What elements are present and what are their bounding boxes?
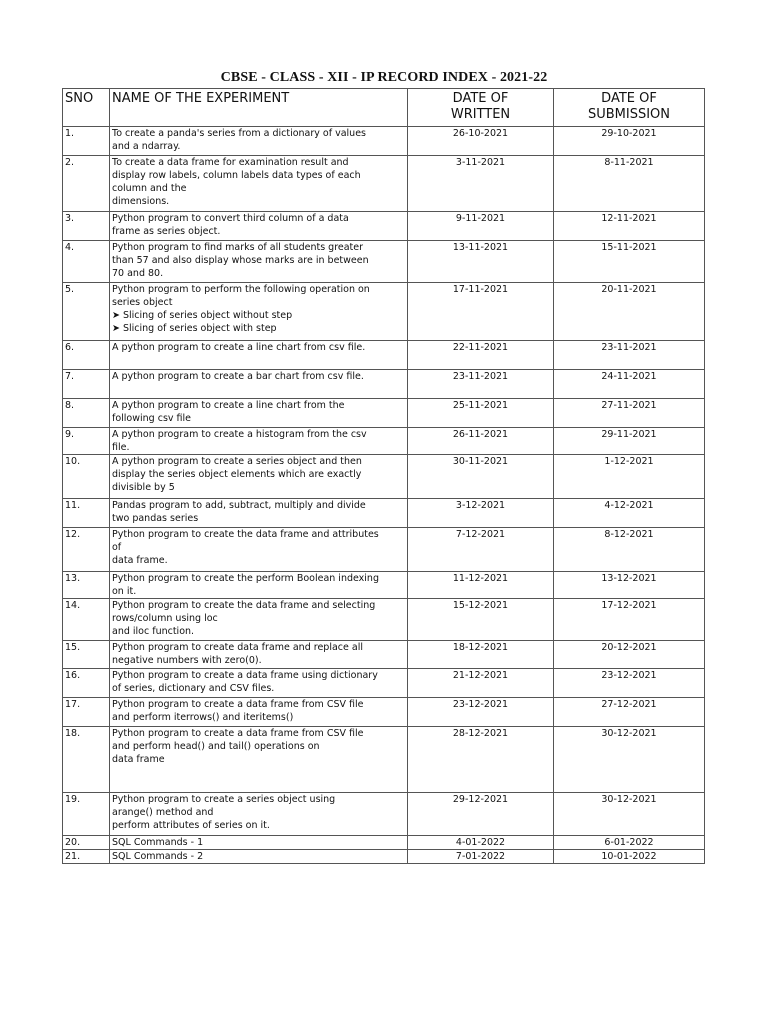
table-row — [63, 127, 705, 156]
experiment-name-line: and a ndarray. — [112, 141, 181, 152]
row-date-written: 7-01-2022 — [408, 850, 554, 864]
row-date-written: 28-12-2021 — [408, 727, 554, 793]
table-row — [63, 428, 705, 455]
row-date-written: 7-12-2021 — [408, 528, 554, 572]
header-name: NAME OF THE EXPERIMENT — [110, 89, 408, 127]
table-row — [63, 836, 705, 850]
row-date-submission: 15-11-2021 — [554, 241, 705, 283]
row-experiment-name — [110, 370, 408, 399]
experiment-name-line: Python program to create a data frame from CSV file — [112, 699, 364, 710]
row-date-written: 17-11-2021 — [408, 283, 554, 341]
experiment-name-line: and iloc function. — [112, 626, 195, 637]
table-row — [63, 641, 705, 669]
table-row — [63, 669, 705, 698]
experiment-name-line: Python program to find marks of all students greater — [112, 242, 364, 253]
header-date-submission-line2: SUBMISSION — [587, 107, 671, 122]
row-date-submission: 13-12-2021 — [554, 572, 705, 599]
header-date-written — [408, 89, 554, 127]
experiment-name-line: Python program to create a series object using — [112, 794, 336, 805]
row-experiment-name — [110, 572, 408, 599]
row-sno: 10. — [63, 455, 110, 499]
table-row — [63, 793, 705, 836]
row-experiment-name — [110, 241, 408, 283]
experiment-name-line: SQL Commands - 2 — [112, 851, 204, 862]
row-sno: 7. — [63, 370, 110, 399]
row-date-written: 18-12-2021 — [408, 641, 554, 669]
experiment-name-line: data frame — [112, 754, 165, 765]
experiment-name-line: of — [112, 542, 122, 553]
row-experiment-name — [110, 599, 408, 641]
row-date-submission: 6-01-2022 — [554, 836, 705, 850]
row-date-written: 3-12-2021 — [408, 499, 554, 528]
row-date-submission: 27-11-2021 — [554, 399, 705, 428]
experiment-name-line: divisible by 5 — [112, 482, 175, 493]
experiment-name-line: Python program to create the data frame and attributes — [112, 529, 379, 540]
experiment-name-line: rows/column using loc — [112, 613, 218, 624]
row-date-written: 3-11-2021 — [408, 156, 554, 212]
experiment-name-line: A python program to create a line chart from the — [112, 400, 345, 411]
row-date-submission: 23-12-2021 — [554, 669, 705, 698]
row-date-submission: 30-12-2021 — [554, 793, 705, 836]
row-date-written: 4-01-2022 — [408, 836, 554, 850]
table-row — [63, 850, 705, 864]
experiment-name-line: Python program to convert third column of a data — [112, 213, 349, 224]
table-row — [63, 156, 705, 212]
row-date-submission: 8-11-2021 — [554, 156, 705, 212]
table-row — [63, 727, 705, 793]
table-row — [63, 341, 705, 370]
row-experiment-name — [110, 793, 408, 836]
experiment-name-line — [112, 383, 405, 396]
row-sno: 16. — [63, 669, 110, 698]
table-row — [63, 283, 705, 341]
experiment-name-line: Pandas program to add, subtract, multiply and divide — [112, 500, 366, 511]
row-experiment-name — [110, 127, 408, 156]
row-sno: 9. — [63, 428, 110, 455]
experiment-name-line: frame as series object. — [112, 226, 221, 237]
experiment-name-line — [112, 766, 405, 779]
row-date-submission: 24-11-2021 — [554, 370, 705, 399]
experiment-name-line: Python program to perform the following operation on — [112, 284, 370, 295]
row-sno: 19. — [63, 793, 110, 836]
row-date-written: 15-12-2021 — [408, 599, 554, 641]
row-date-submission: 20-11-2021 — [554, 283, 705, 341]
experiment-name-line: ➤ Slicing of series object with step — [112, 323, 277, 334]
row-sno: 8. — [63, 399, 110, 428]
row-sno: 5. — [63, 283, 110, 341]
table-row — [63, 370, 705, 399]
experiment-name-line: 70 and 80. — [112, 268, 164, 279]
experiment-name-line: than 57 and also display whose marks are in between — [112, 255, 369, 266]
table-row — [63, 499, 705, 528]
experiment-name-line: SQL Commands - 1 — [112, 837, 204, 848]
experiment-name-line: To create a data frame for examination result and — [112, 157, 349, 168]
experiment-name-line: file. — [112, 442, 130, 453]
row-sno: 20. — [63, 836, 110, 850]
experiment-name-line: arange() method and — [112, 807, 214, 818]
experiment-name-line: following csv file — [112, 413, 192, 424]
row-experiment-name — [110, 850, 408, 864]
row-date-submission: 29-10-2021 — [554, 127, 705, 156]
experiment-name-line: of series, dictionary and CSV files. — [112, 683, 275, 694]
row-date-written: 30-11-2021 — [408, 455, 554, 499]
row-date-submission: 8-12-2021 — [554, 528, 705, 572]
table-row — [63, 572, 705, 599]
experiment-name-line: series object — [112, 297, 173, 308]
row-experiment-name — [110, 641, 408, 669]
experiment-name-line: perform attributes of series on it. — [112, 820, 270, 831]
row-date-written: 21-12-2021 — [408, 669, 554, 698]
table-row — [63, 212, 705, 241]
row-date-submission: 27-12-2021 — [554, 698, 705, 727]
row-sno: 14. — [63, 599, 110, 641]
row-experiment-name — [110, 428, 408, 455]
row-sno: 6. — [63, 341, 110, 370]
row-date-submission: 10-01-2022 — [554, 850, 705, 864]
row-date-written: 23-11-2021 — [408, 370, 554, 399]
experiment-name-line — [112, 354, 405, 367]
experiment-name-line — [112, 779, 405, 792]
header-date-submission — [554, 89, 705, 127]
row-date-written: 13-11-2021 — [408, 241, 554, 283]
experiment-name-line: Python program to create data frame and replace all — [112, 642, 363, 653]
experiment-name-line: two pandas series — [112, 513, 199, 524]
experiment-name-line: data frame. — [112, 555, 168, 566]
row-sno: 1. — [63, 127, 110, 156]
experiment-name-line: A python program to create a line chart from csv file. — [112, 342, 366, 353]
row-experiment-name — [110, 341, 408, 370]
header-date-written-line1: DATE OF — [452, 91, 509, 106]
experiment-name-line: column and the — [112, 183, 187, 194]
row-date-submission: 30-12-2021 — [554, 727, 705, 793]
row-date-written: 23-12-2021 — [408, 698, 554, 727]
header-row — [63, 89, 705, 127]
row-date-written: 22-11-2021 — [408, 341, 554, 370]
row-experiment-name — [110, 156, 408, 212]
experiment-name-line: and perform iterrows() and iteritems() — [112, 712, 294, 723]
row-date-written: 29-12-2021 — [408, 793, 554, 836]
row-date-submission: 17-12-2021 — [554, 599, 705, 641]
row-date-written: 26-11-2021 — [408, 428, 554, 455]
row-experiment-name — [110, 499, 408, 528]
row-experiment-name — [110, 399, 408, 428]
experiment-name-line: Python program to create a data frame from CSV file — [112, 728, 364, 739]
experiment-name-line: on it. — [112, 586, 137, 597]
table-row — [63, 455, 705, 499]
row-experiment-name — [110, 669, 408, 698]
experiment-name-line: Python program to create the data frame and selecting — [112, 600, 376, 611]
experiment-name-line: display row labels, column labels data types of each — [112, 170, 361, 181]
row-sno: 4. — [63, 241, 110, 283]
experiment-name-line: A python program to create a histogram from the csv — [112, 429, 367, 440]
row-date-submission: 4-12-2021 — [554, 499, 705, 528]
row-sno: 21. — [63, 850, 110, 864]
row-sno: 18. — [63, 727, 110, 793]
row-sno: 15. — [63, 641, 110, 669]
row-experiment-name — [110, 455, 408, 499]
table-row — [63, 599, 705, 641]
row-date-written: 9-11-2021 — [408, 212, 554, 241]
experiment-name-line: Python program to create the perform Boolean indexing — [112, 573, 379, 584]
experiment-name-line: Python program to create a data frame using dictionary — [112, 670, 378, 681]
row-sno: 2. — [63, 156, 110, 212]
experiment-name-line: display the series object elements which are exactly — [112, 469, 362, 480]
record-index-table — [62, 88, 705, 864]
row-date-submission: 23-11-2021 — [554, 341, 705, 370]
row-date-submission: 20-12-2021 — [554, 641, 705, 669]
table-row — [63, 399, 705, 428]
experiment-name-line: ➤ Slicing of series object without step — [112, 310, 293, 321]
header-date-written-line2: WRITTEN — [450, 107, 511, 122]
experiment-name-line: To create a panda's series from a dictionary of values — [112, 128, 366, 139]
row-experiment-name — [110, 283, 408, 341]
row-date-written: 25-11-2021 — [408, 399, 554, 428]
table-row — [63, 241, 705, 283]
row-date-written: 26-10-2021 — [408, 127, 554, 156]
page-title: CBSE - CLASS - XII - IP RECORD INDEX - 2021-22 — [220, 70, 548, 85]
header-sno: SNO — [63, 89, 110, 127]
row-experiment-name — [110, 727, 408, 793]
table-row — [63, 528, 705, 572]
row-experiment-name — [110, 212, 408, 241]
experiment-name-line: A python program to create a bar chart from csv file. — [112, 371, 364, 382]
experiment-name-line: A python program to create a series object and then — [112, 456, 362, 467]
row-sno: 17. — [63, 698, 110, 727]
row-sno: 12. — [63, 528, 110, 572]
table-row — [63, 698, 705, 727]
row-experiment-name — [110, 528, 408, 572]
header-date-submission-line1: DATE OF — [601, 91, 657, 106]
row-experiment-name — [110, 698, 408, 727]
experiment-name-line: negative numbers with zero(0). — [112, 655, 262, 666]
experiment-name-line: and perform head() and tail() operations on — [112, 741, 320, 752]
row-date-submission: 29-11-2021 — [554, 428, 705, 455]
row-sno: 13. — [63, 572, 110, 599]
row-date-submission: 12-11-2021 — [554, 212, 705, 241]
experiment-name-line: dimensions. — [112, 196, 170, 207]
row-date-written: 11-12-2021 — [408, 572, 554, 599]
row-sno: 3. — [63, 212, 110, 241]
row-experiment-name — [110, 836, 408, 850]
row-sno: 11. — [63, 499, 110, 528]
row-date-submission: 1-12-2021 — [554, 455, 705, 499]
